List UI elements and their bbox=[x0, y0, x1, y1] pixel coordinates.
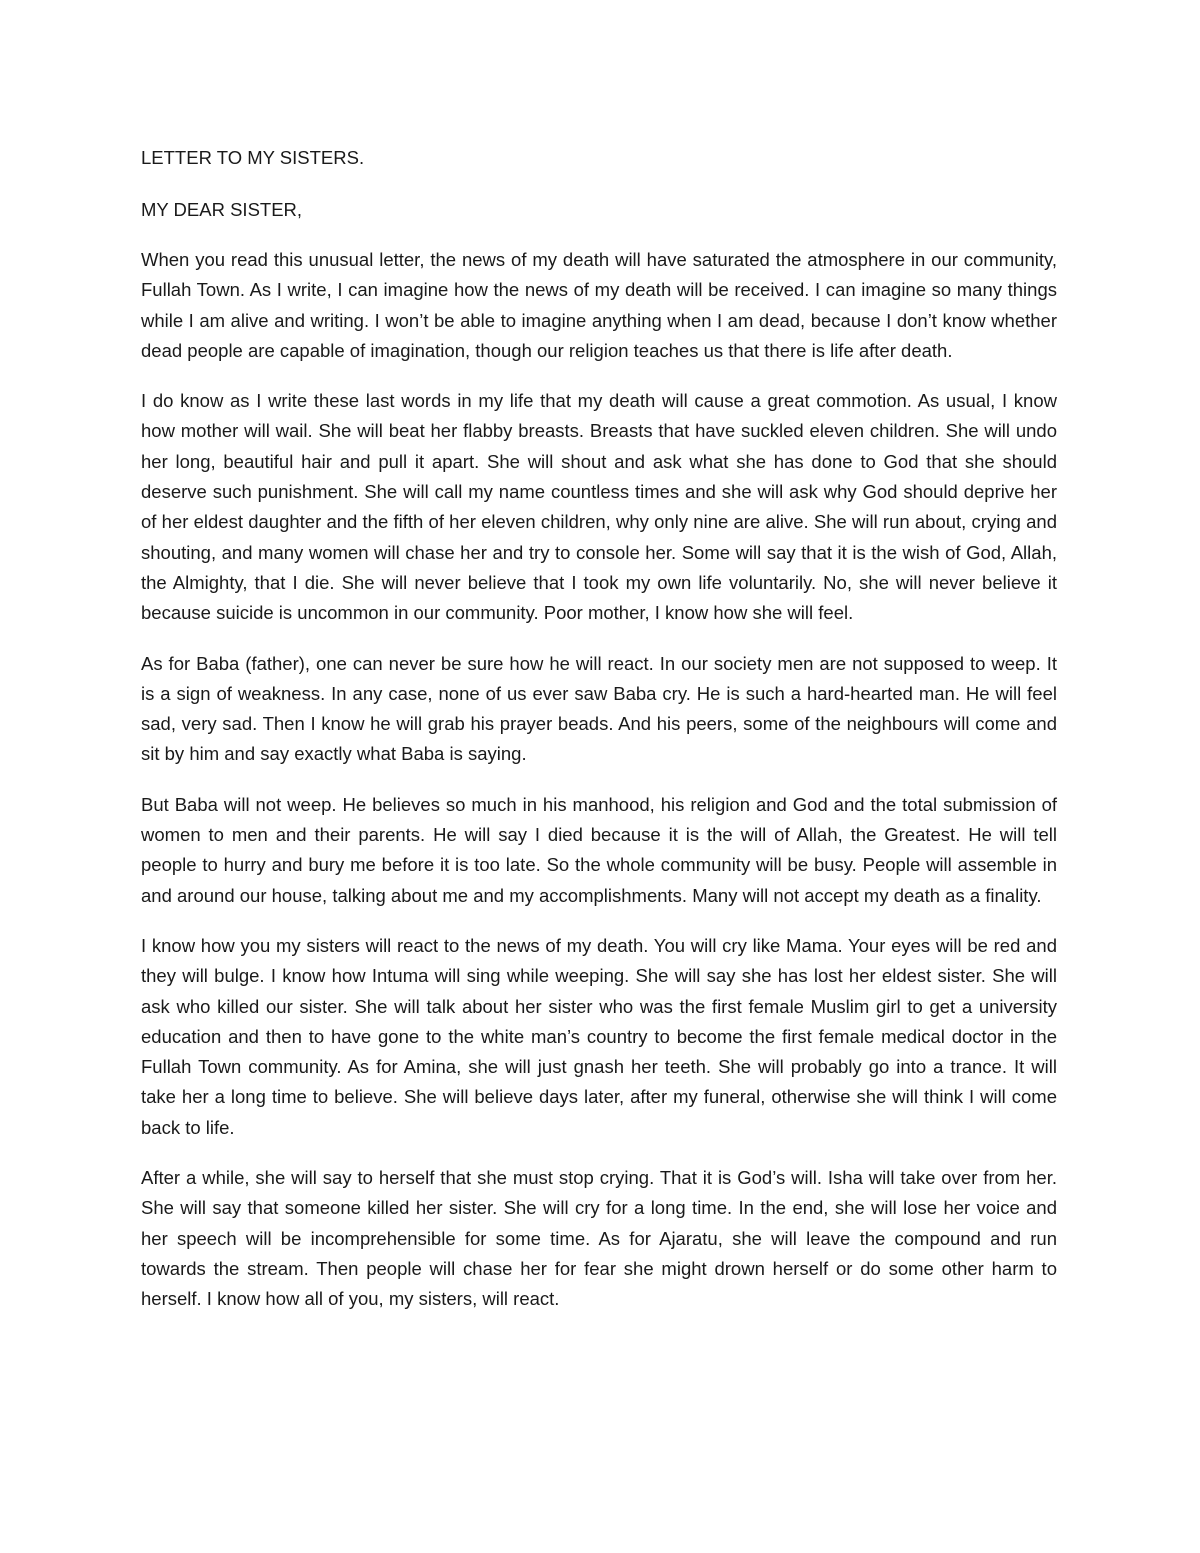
paragraph-2: I do know as I write these last words in my life that my death will cause a great commotion. As usual, I know how mother will wail. She will beat her flabby breasts. Breasts that have suckled eleven children. She will undo her long, beautiful hair and pull it apart. She will shout and ask what she has done to God that she should deserve such punishment. She will call my name countless times and she will ask why God should deprive her of her eldest daughter and the fifth of her eleven children, why only nine are alive. She will run about, crying and shouting, and many women will chase her and try to console her. Some will say that it is the wish of God, Allah, the Almighty, that I die. She will never believe that I took my own life voluntarily. No, she will never believe it because suicide is uncommon in our community. Poor mother, I know how she will feel. bbox=[141, 390, 1057, 624]
paragraph-5: I know how you my sisters will react to the news of my death. You will cry like Mama. Your eyes will be red and they will bulge. I know how Intuma will sing while weeping. She will say she has lost her eldest sister. She will ask who killed our sister. She will talk about her sister who was the first female Muslim girl to get a university education and then to have gone to the white man’s country to become the first female medical doctor in the Fullah Town community. As for Amina, she will just gnash her teeth. She will probably go into a trance. It will take her a long time to believe. She will believe days later, after my funeral, otherwise she will think I will come back to life. bbox=[141, 934, 1057, 1138]
paragraph-6: After a while, she will say to herself that she must stop crying. That it is God’s will. Isha will take over from her. She will say that someone killed her sister. She will cry for a long time. In the end, she will lose her voice and her speech will be incomprehensible for some time. As for Ajaratu, she will leave the compound and run towards the stream. Then people will chase her for fear she might drown herself or do some other harm to herself. I know how all of you, my sisters, will react. bbox=[141, 1167, 1057, 1310]
paragraph-1: When you read this unusual letter, the news of my death will have saturated the atmosphere in our community, Fullah Town. As I write, I can imagine how the news of my death will be received. I can imagine so many things while I am alive and writing. I won’t be able to imagine anything when I am dead, because I don’t know whether dead people are capable of imagination, though our religion teaches us that there is life after death. bbox=[141, 249, 1057, 361]
paragraph-4: But Baba will not weep. He believes so much in his manhood, his religion and God and the total submission of women to men and their parents. He will say I died because it is the will of Allah, the Greatest. He will tell people to hurry and bury me before it is too late. So the whole community will be busy. People will assemble in and around our house, talking about me and my accomplishments. Many will not accept my death as a finality. bbox=[141, 793, 1057, 906]
letter-body bbox=[141, 143, 1057, 1335]
letter-title: LETTER TO MY SISTERS. bbox=[141, 147, 365, 168]
paragraph-3: As for Baba (father), one can never be sure how he will react. In our society men are not supposed to weep. It is a sign of weakness. In any case, none of us ever saw Baba cry. He is such a hard-hearted man. He will feel sad, very sad. Then I know he will grab his prayer beads. And his peers, some of the neighbours will come and sit by him and say exactly what Baba is saying. bbox=[141, 652, 1057, 765]
letter-salutation: MY DEAR SISTER, bbox=[141, 199, 303, 220]
